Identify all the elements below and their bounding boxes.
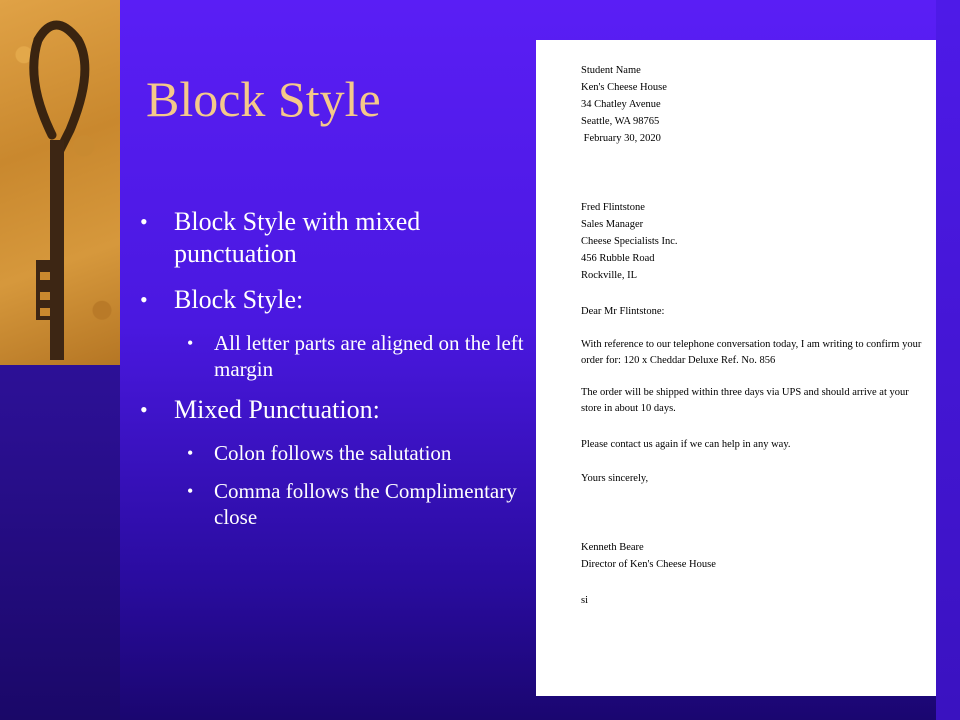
- key-photo: [0, 0, 120, 365]
- sender-line: Ken's Cheese House: [581, 82, 667, 93]
- bullet-item: • Block Style:: [140, 284, 525, 316]
- signature-name: Kenneth Beare: [581, 542, 644, 553]
- recipient-line: Fred Flintstone: [581, 202, 645, 213]
- letter-paragraph: With reference to our telephone conversation today, I am writing to confirm your order for: 120 x Cheddar Deluxe Ref. No. 856: [581, 339, 922, 366]
- bullet-item: • Mixed Punctuation:: [140, 394, 525, 426]
- right-decor-strip: [936, 0, 960, 720]
- slide-title: Block Style: [146, 71, 381, 127]
- salutation: Dear Mr Flintstone:: [581, 306, 665, 317]
- letter-paragraph: Please contact us again if we can help in any way.: [581, 439, 791, 450]
- recipient-line: Sales Manager: [581, 219, 644, 230]
- bullet-item: • Block Style with mixed punctuation: [140, 206, 525, 270]
- recipient-line: 456 Rubble Road: [581, 253, 655, 264]
- sender-line: 34 Chatley Avenue: [581, 99, 661, 110]
- example-letter: [536, 40, 936, 696]
- letter-paragraph: The order will be shipped within three days via UPS and should arrive at your store in about 10 days.: [581, 387, 909, 414]
- sub-bullet-item: • Colon follows the salutation: [140, 440, 525, 466]
- sender-line: Student Name: [581, 65, 641, 76]
- sub-bullet-item: • Comma follows the Complimentary close: [140, 478, 525, 530]
- complimentary-close: Yours sincerely,: [581, 473, 649, 484]
- bullet-list: [140, 206, 525, 542]
- old-key-icon: [0, 0, 120, 365]
- typist-initials: si: [581, 595, 589, 606]
- signature-title: Director of Ken's Cheese House: [581, 559, 716, 570]
- letter-date: February 30, 2020: [581, 133, 661, 144]
- recipient-line: Rockville, IL: [581, 270, 637, 281]
- sender-line: Seattle, WA 98765: [581, 116, 660, 127]
- recipient-line: Cheese Specialists Inc.: [581, 236, 678, 247]
- sub-bullet-item: • All letter parts are aligned on the left margin: [140, 330, 525, 382]
